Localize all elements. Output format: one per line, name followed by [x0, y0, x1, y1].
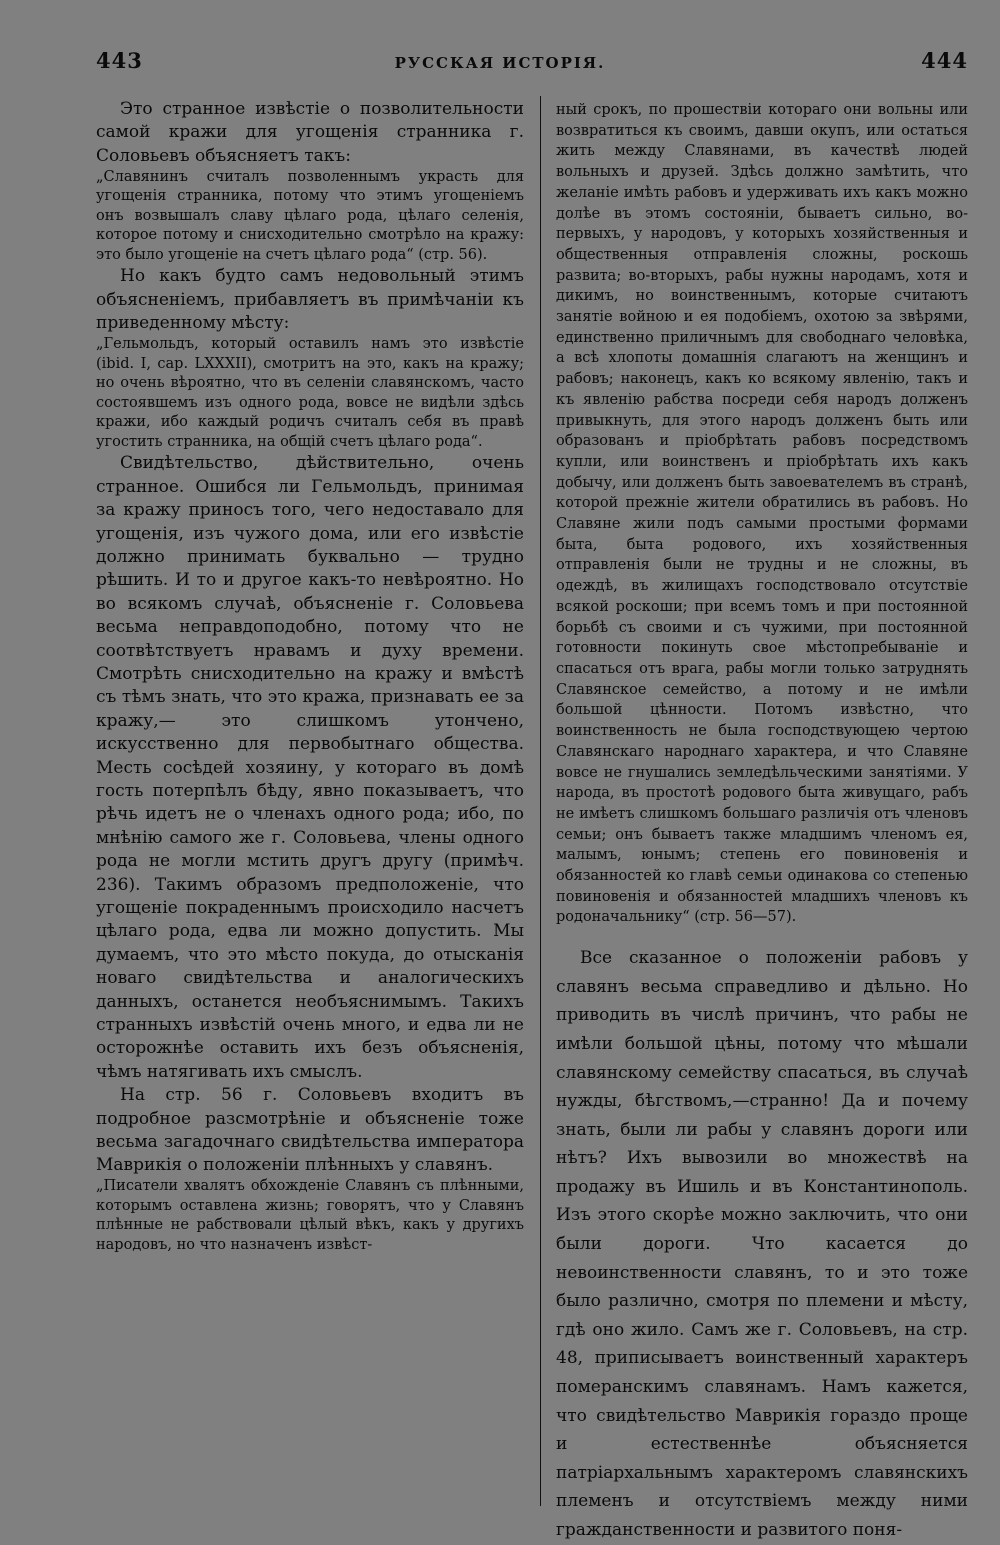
right-column: [556, 100, 968, 1545]
block-quote: „Славянинъ считалъ позволеннымъ украсть для угощенія странника, потому что этимъ угощеніемъ онъ возвышалъ славу цѣлаго рода, цѣлаго селенія, которое потому и снисходительно смотрѣло на кражу: это было угощеніе на счетъ цѣлаго рода“ (стр. 56).: [96, 168, 524, 263]
block-quote: „Гельмольдъ, который оставилъ намъ это извѣстіе (ibid. I, cap. LXXXII), смотритъ на это, какъ на кражу; но очень вѣроятно, что въ селеніи славянскомъ, часто состоявшемъ изъ одного рода, вовсе не видѣли здѣсь кражи, ибо каждый родичъ считалъ себя въ правѣ угостить странника, на общій счетъ цѣлаго рода“.: [96, 336, 524, 450]
column-divider: [540, 96, 541, 1506]
left-column: [96, 98, 524, 1255]
block-quote: ный срокъ, по прошествіи котораго они вольны или возвратиться къ своимъ, давши окупъ, или остаться жить между Славянами, въ качествѣ людей вольныхъ и друзей. Здѣсь должно замѣтить, что желаніе имѣть рабовъ и удерживать ихъ какъ можно долѣе въ этомъ состояніи, бываетъ сильно, во-первыхъ, у народовъ, у которыхъ хозяйственныя и общественныя отправленія сложны, роскошь развита; во-вторыхъ, рабы нужны народамъ, хотя и дикимъ, но воинственнымъ, которые считаютъ занятіе войною и ея подобіемъ, охотою за звѣрями, единственно приличнымъ для свободнаго человѣка, а всѣ хлопоты домашнія слагаютъ на женщинъ и рабовъ; наконецъ, какъ ко всякому явленію, такъ и къ явленію рабства посреди себя народъ долженъ привыкнуть, для этого народъ долженъ быть или образованъ и пріобрѣтать рабовъ посредствомъ купли, или воинственъ и пріобрѣтать ихъ какъ добычу, или долженъ быть завоевателемъ въ странѣ, которой прежніе жители обратились въ рабовъ. Но Славяне жили подъ самыми простыми формами быта, быта родового, ихъ хозяйственныя отправленія были не трудны и не сложны, въ одеждѣ, въ жилищахъ господствовало отсутствіе всякой роскоши; при всемъ томъ и при постоянной борьбѣ съ своими и съ чужими, при постоянной готовности покинуть свое мѣстопребываніе и спасаться отъ врага, рабы могли только затруднять Славянское семейство, а потому и не имѣли большой цѣнности. Потомъ извѣстно, что воинственность не была господствующею чертою Славянскаго народнаго характера, и что Славяне вовсе не гнушались земледѣльческими занятіями. У народа, въ простотѣ родового быта живущаго, рабъ не имѣетъ слишкомъ большаго различія отъ членовъ семьи; онъ бываетъ также младшимъ членомъ ея, малымъ, юнымъ; степень его повиновенія и обязанностей ко главѣ семьи одинакова со степенью повиновенія и обязанностей младшихъ членовъ къ родоначальнику“ (стр. 56—57).: [556, 102, 968, 926]
page-header: [0, 0, 1000, 80]
paragraph: Свидѣтельство, дѣйствительно, очень странное. Ошибся ли Гельмольдъ, принимая за кражу приносъ того, чего недоставало для угощенія, изъ чужого дома, или его извѣстіе должно принимать буквально — трудно рѣшить. И то и другое какъ-то невѣроятно. Но во всякомъ случаѣ, объясненіе г. Соловьева весьма неправдоподобно, потому что не соотвѣтствуетъ нравамъ и духу времени. Смотрѣть снисходительно на кражу и вмѣстѣ съ тѣмъ знать, что это кража, признавать ее за кражу,— это слишкомъ утончено, искусственно для первобытнаго общества. Месть сосѣдей хозяину, у котораго въ домѣ гость потерпѣлъ бѣду, явно показываетъ, что рѣчь идетъ не о членахъ одного рода; ибо, по мнѣнію самого же г. Соловьева, члены одного рода не могли мстить другъ другу (примѣч. 236). Такимъ образомъ предположеніе, что угощеніе покраденнымъ происходило насчетъ цѣлаго рода, едва ли можно допустить. Мы думаемъ, что это мѣсто покуда, до отысканія новаго свидѣтельства и аналогическихъ данныхъ, останется необъяснимымъ. Такихъ странныхъ извѣстій очень много, и едва ли не осторожнѣе оставить ихъ безъ объясненія, чѣмъ натягивать ихъ смыслъ.: [96, 453, 524, 1082]
paragraph: Все сказанное о положеніи рабовъ у славянъ весьма справедливо и дѣльно. Но приводить въ числѣ причинъ, что рабы не имѣли большой цѣны, потому что мѣшали славянскому семейству спасаться, въ случаѣ нужды, бѣгствомъ,—странно! Да и почему знать, были ли рабы у славянъ дороги или нѣтъ? Ихъ вывозили во множествѣ на продажу въ Ишиль и въ Константинополь. Изъ этого скорѣе можно заключить, что они были дороги. Что касается до невоинственности славянъ, то и это тоже было различно, смотря по племени и мѣсту, гдѣ оно жило. Самъ же г. Соловьевъ, на стр. 48, приписываетъ воинственный характеръ померанскимъ славянамъ. Намъ кажется, что свидѣтельство Маврикія гораздо проще и естественнѣе объясняется патріархальнымъ характеромъ славянскихъ племенъ и отсутствіемъ между ними гражданственности и развитого поня-: [556, 948, 968, 1540]
page-number-left: 443: [96, 48, 143, 73]
block-quote: „Писатели хвалятъ обхожденіе Славянъ съ плѣнными, которымъ оставлена жизнь; говорятъ, что у Славянъ плѣнные не рабствовали цѣлый вѣкъ, какъ у другихъ народовъ, но что назначенъ извѣст-: [96, 1178, 524, 1253]
paragraph: На стр. 56 г. Соловьевъ входитъ въ подробное разсмотрѣніе и объясненіе тоже весьма загадочнаго свидѣтельства императора Маврикія о положеніи плѣнныхъ у славянъ.: [96, 1085, 524, 1176]
paragraph: Но какъ будто самъ недовольный этимъ объясненіемъ, прибавляетъ въ примѣчаніи къ приведенному мѣсту:: [96, 266, 524, 333]
page-number-right: 444: [921, 48, 968, 73]
paragraph: Это странное извѣстіе о позволительности самой кражи для угощенія странника г. Соловьевъ объясняетъ такъ:: [96, 99, 524, 166]
running-title: РУССКАЯ ИСТОРІЯ.: [394, 54, 606, 72]
